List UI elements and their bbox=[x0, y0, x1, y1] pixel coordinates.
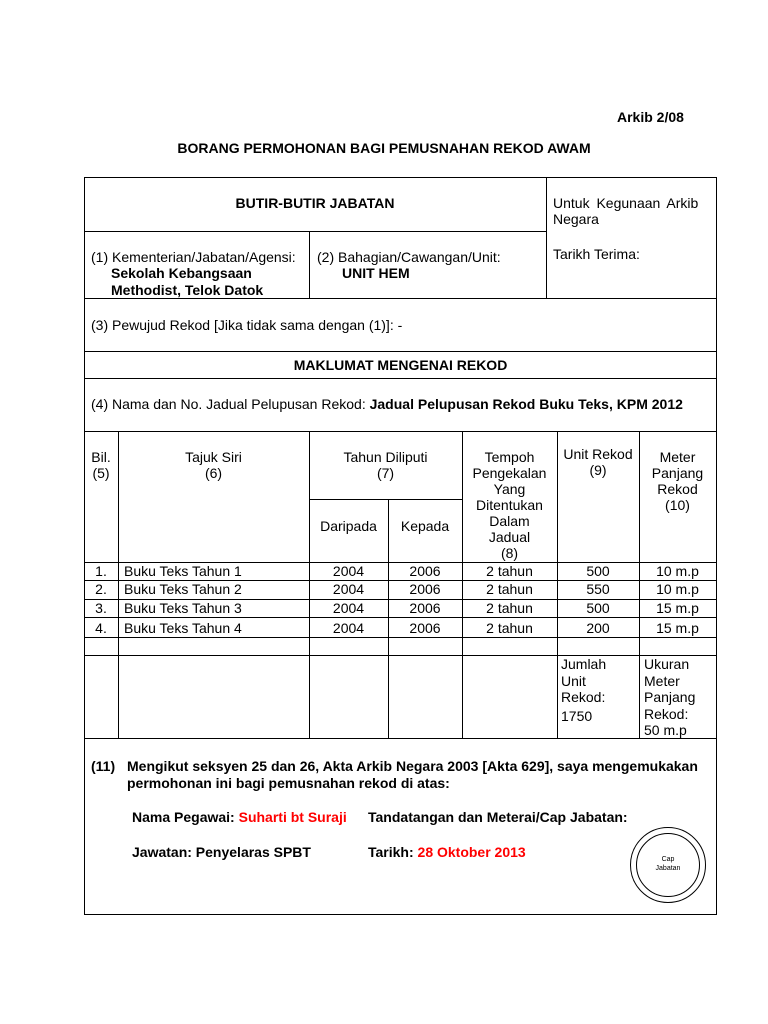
row-kepada: 2006 bbox=[409, 600, 441, 616]
col-unit-header: Unit Rekod (9) bbox=[563, 446, 633, 478]
row-tajuk: Buku Teks Tahun 4 bbox=[124, 620, 242, 636]
position-label: Jawatan: Penyelaras SPBT bbox=[132, 844, 311, 860]
dept-heading: BUTIR-BUTIR JABATAN bbox=[235, 195, 395, 211]
officer-field bbox=[132, 809, 347, 825]
records-heading: MAKLUMAT MENGENAI REKOD bbox=[293, 357, 508, 373]
stamp-inner-ring bbox=[636, 833, 700, 897]
officer-label: Nama Pegawai: bbox=[132, 809, 239, 825]
date-value: 28 Oktober 2013 bbox=[417, 844, 526, 860]
row-tajuk: Buku Teks Tahun 1 bbox=[124, 563, 242, 579]
schedule-field bbox=[91, 396, 683, 412]
col-daripada-header: Daripada bbox=[320, 518, 377, 534]
row-tempoh: 2 tahun bbox=[486, 563, 533, 579]
row-tajuk: Buku Teks Tahun 3 bbox=[124, 600, 242, 616]
officer-name: Suharti bt Suraji bbox=[238, 809, 347, 825]
declaration-text: Mengikut seksyen 25 dan 26, Akta Arkib Negara 2003 [Akta 629], saya mengemukakan bbox=[127, 758, 698, 774]
ministry-label: (1) Kementerian/Jabatan/Agensi: bbox=[91, 249, 296, 265]
division-label: (2) Bahagian/Cawangan/Unit: bbox=[317, 249, 501, 265]
row-meter: 15 m.p bbox=[656, 600, 699, 616]
row-tempoh: 2 tahun bbox=[486, 620, 533, 636]
total-unit: Jumlah Unit Rekod: 1750 bbox=[561, 656, 607, 724]
ministry-value: Sekolah Kebangsaan bbox=[111, 265, 252, 281]
row-unit: 200 bbox=[586, 620, 610, 636]
col-bil-header: Bil. (5) bbox=[91, 449, 111, 481]
archive-use-label: Untuk Kegunaan Arkib bbox=[553, 195, 699, 211]
row-bil: 1. bbox=[95, 563, 107, 579]
schedule-label: (4) Nama dan No. Jadual Pelupusan Rekod: bbox=[91, 396, 370, 412]
schedule-value: Jadual Pelupusan Rekod Buku Teks, KPM 2012 bbox=[369, 396, 683, 412]
row-daripada: 2004 bbox=[332, 581, 365, 597]
row-unit: 500 bbox=[586, 600, 610, 616]
ministry-value-2: Methodist, Telok Datok bbox=[111, 282, 264, 298]
row-kepada: 2006 bbox=[409, 563, 441, 579]
row-bil: 3. bbox=[95, 600, 107, 616]
row-tempoh: 2 tahun bbox=[486, 600, 533, 616]
form-title: BORANG PERMOHONAN BAGI PEMUSNAHAN REKOD AWAM bbox=[177, 140, 591, 156]
row-bil: 4. bbox=[95, 620, 107, 636]
row-meter: 10 m.p bbox=[656, 563, 699, 579]
row-tajuk: Buku Teks Tahun 2 bbox=[124, 581, 242, 597]
row-tempoh: 2 tahun bbox=[486, 581, 533, 597]
received-date-label: Tarikh Terima: bbox=[553, 246, 640, 262]
col-tempoh-header: Tempoh Pengekalan Yang Ditentukan Dalam Jadual (8) bbox=[472, 449, 547, 561]
row-daripada: 2004 bbox=[332, 563, 365, 579]
col-tajuk-header: Tajuk Siri (6) bbox=[185, 449, 242, 481]
row-kepada: 2006 bbox=[409, 620, 441, 636]
col-meter-header: Meter Panjang Rekod (10) bbox=[651, 449, 704, 513]
col-tahun-header: Tahun Diliputi (7) bbox=[343, 449, 428, 481]
declaration-text-2: permohonan ini bagi pemusnahan rekod di atas: bbox=[127, 775, 450, 791]
row-daripada: 2004 bbox=[332, 600, 365, 616]
division-value: UNIT HEM bbox=[342, 265, 410, 281]
signature-label: Tandatangan dan Meterai/Cap Jabatan: bbox=[368, 809, 628, 825]
declaration-number: (11) bbox=[91, 758, 116, 774]
row-meter: 15 m.p bbox=[656, 620, 699, 636]
stamp-outer-ring bbox=[630, 827, 706, 903]
row-bil: 2. bbox=[95, 581, 107, 597]
date-field bbox=[368, 844, 526, 860]
archive-use-label-2: Negara bbox=[553, 211, 599, 227]
row-daripada: 2004 bbox=[332, 620, 365, 636]
record-creator-label: (3) Pewujud Rekod [Jika tidak sama dengan (1)]: - bbox=[91, 317, 403, 333]
row-kepada: 2006 bbox=[409, 581, 441, 597]
total-meter: Ukuran Meter Panjang Rekod: 50 m.p bbox=[644, 656, 696, 738]
date-label: Tarikh: bbox=[368, 844, 418, 860]
form-reference: Arkib 2/08 bbox=[617, 109, 684, 125]
row-unit: 550 bbox=[586, 581, 610, 597]
row-unit: 500 bbox=[586, 563, 610, 579]
stamp-text: Cap Jabatan bbox=[655, 856, 681, 872]
row-meter: 10 m.p bbox=[656, 581, 699, 597]
col-kepada-header: Kepada bbox=[400, 518, 450, 534]
